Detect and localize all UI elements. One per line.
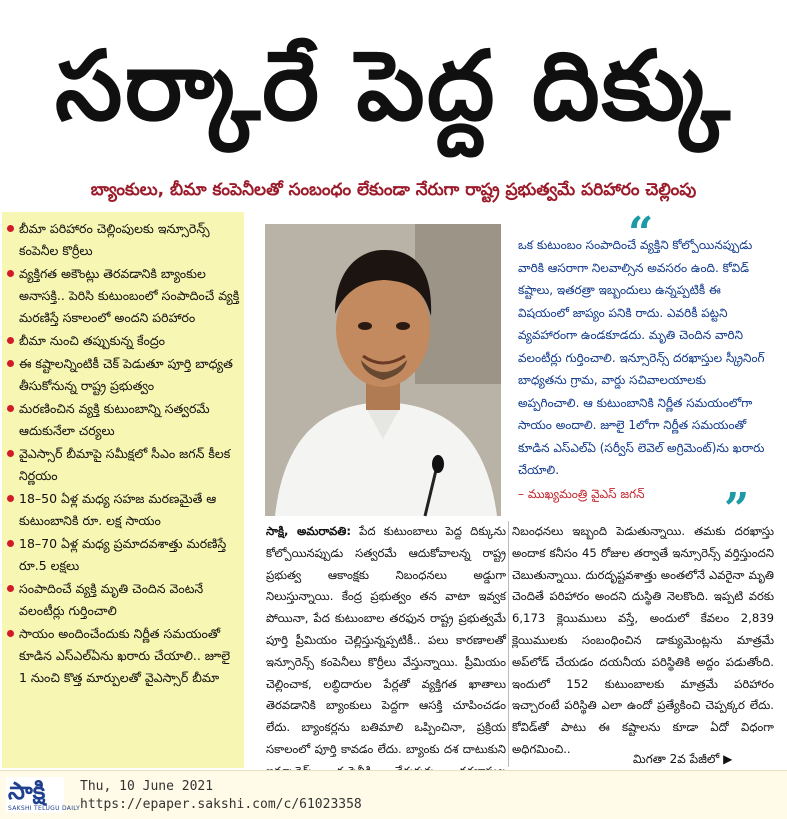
- edition-date: Thu, 10 June 2021: [80, 779, 214, 794]
- column-divider: [508, 521, 509, 767]
- logo-text: సాక్షి: [8, 777, 46, 805]
- quote-attribution: – ముఖ్యమంత్రి వైఎస్ జగన్: [518, 486, 645, 501]
- headline: సర్కారే పెద్ద దిక్కు: [55, 30, 732, 142]
- list-item: వ్యక్తిగత అకౌంట్లు తెరవడానికి బ్యాంకుల అనాసక్తి.. పెరిసి కుటుంబంలో సంపాదించే వ్యక్తి మరణిస్తే సకాలంలో అందని పరిహారం: [6, 263, 240, 329]
- list-item: 18–70 ఏళ్ల మధ్య ప్రమాదవశాత్తు మరణిస్తే రూ.5 లక్షలు: [6, 533, 240, 577]
- dateline: సాక్షి, అమరావతి:: [266, 524, 351, 538]
- bullet-icon: [7, 225, 14, 232]
- list-item: సాయం అందించేందుకు నిర్ణీత సమయంతో కూడిన ఎస్ఎల్ఏను ఖరారు చేయాలి.. జూలై 1 నుంచి కొత్త మార్పులతో వైఎస్సార్ బీమా: [6, 623, 240, 689]
- quote-close-icon: ”: [724, 484, 750, 535]
- article-column-2: నిబంధనలు ఇబ్బంది పెడుతున్నాయి. తమకు దరఖాస్తు అందాక కనీసం 45 రోజుల తర్వాతే ఇన్సూరెన్స్ వర్తిస్తుందని చెబుతున్నాయి. దురదృష్టవశాత్తు అంతలోనే ఎవరైనా మృతి చెందితే పరిహారం అందని దుస్థితి నెలకొంది. ఇప్పటి వరకు 6,173 క్లెయిములు వస్తే, అందులో కేవలం 2,839 క్లెయిములకు సంబంధించిన డాక్యుమెంట్లను మాత్రమే అప్‌లోడ్ చేయడం దయనీయ పరిస్థితికి అద్దం పడుతోంది. ఇందులో 152 కుటుంబాలకు మాత్రమే పరిహారం ఇచ్చారంటే పరిస్థితి ఎలా ఉందో ప్రత్యేకించి చెప్పక్కర లేదు. కోవిడ్‌తో పాటు ఈ కష్టాలను కూడా ఏదో విధంగా అధిగమించి..: [512, 524, 774, 756]
- bullet-icon: [7, 540, 14, 547]
- quote-text: ఒక కుటుంబం సంపాదించే వ్యక్తిని కోల్పోయినప్పుడు వారికి ఆసరాగా నిలవాల్సిన అవసరం ఉంది. కోవిడ్ కష్టాలు, ఇతరత్రా ఇబ్బందులు ఉన్నప్పటికీ ఈ విషయంలో జాప్యం పనికి రాదు. ఎవరికీ పట్టని వ్యవహారంగా ఉండకూడదు. మృతి చెందిన వారిని వలంటీర్లు గుర్తించాలి. ఇన్సూరెన్స్ దరఖాస్తుల స్క్రీనింగ్ బాధ్యతను గ్రామ, వార్డు సచివాలయాలకు అప్పగించాలి. ఆ కుటుంబానికి నిర్ణీత సమయంలోగా సాయం అందాలి. జూలై 1లోగా నిర్ణీత సమయంతో కూడిన ఎస్ఎల్ఏ (సర్వీస్ లెవెల్ అగ్రిమెంట్)ను ఖరారు చేయాలి.: [518, 238, 765, 477]
- footer: [0, 770, 787, 819]
- list-item: ఈ కష్టాలన్నింటికీ చెక్ పెడుతూ పూర్తి బాధ్యత తీసుకోనున్న రాష్ట్ర ప్రభుత్వం: [6, 353, 240, 397]
- bullet-icon: [7, 630, 14, 637]
- portrait-illustration: [265, 224, 501, 516]
- bullet-icon: [7, 360, 14, 367]
- arrow-right-icon: ▶: [723, 752, 733, 766]
- list-item: బీమా నుంచి తప్పుకున్న కేంద్రం: [6, 330, 240, 352]
- epaper-link[interactable]: https://epaper.sakshi.com/c/61023358: [80, 797, 362, 812]
- article-column-1: [266, 521, 506, 773]
- sakshi-logo: [6, 777, 81, 813]
- list-item: 18–50 ఏళ్ల మధ్య సహజ మరణమైతే ఆ కుటుంబానికి రూ. లక్ష సాయం: [6, 488, 240, 532]
- bullet-icon: [7, 270, 14, 277]
- quote-box: [506, 208, 778, 535]
- list-item: మరణించిన వ్యక్తి కుటుంబాన్ని సత్వరమే ఆదుకునేలా చర్యలు: [6, 398, 240, 442]
- article-text: పేద కుటుంబాలు పెద్ద దిక్కును కోల్పోయినప్పుడు సత్వరమే ఆదుకోవాలన్న రాష్ట్ర ప్రభుత్వ ఆకాంక్షకు నిబంధనలు అడ్డుగా నిలుస్తున్నాయి. కేంద్ర ప్రభుత్వం తన వాటా ఇవ్వక పోయినా, పేద కుటుంబాల తరఫున రాష్ట్ర ప్రభుత్వమే పూర్తి ప్రీమియం చెల్లిస్తున్నప్పటికీ.. పలు కారణాలతో ఇన్సూరెన్స్ కంపెనీలు కొర్రీలు వేస్తున్నాయి. ప్రీమియం చెల్లించాక, లబ్ధిదారుల పేర్లతో వ్యక్తిగత ఖాతాలు తెరవడానికి బ్యాంకులు పెద్దగా ఆసక్తి చూపించడం లేదు. బ్యాంకర్లను బతిమాలి ఒప్పించినా, ప్రక్రియ సకాలంలో పూర్తి కావడం లేదు. బ్యాంకు దశ దాటుకుని: [266, 524, 506, 756]
- continued-on: మిగతా 2వ పేజీలో ▶: [633, 752, 733, 766]
- chief-minister-photo: [265, 224, 501, 516]
- bullet-icon: [7, 450, 14, 457]
- list-item: వైఎస్సార్ బీమాపై సమీక్షలో సీఎం జగన్ కీలక నిర్ణయం: [6, 443, 240, 487]
- bullet-icon: [7, 405, 14, 412]
- highlights-box: [2, 212, 244, 768]
- bullet-icon: [7, 495, 14, 502]
- subheadline: బ్యాంకులు, బీమా కంపెనీలతో సంబంధం లేకుండా నేరుగా రాష్ట్ర ప్రభుత్వమే పరిహారం చెల్లింపు: [90, 180, 697, 200]
- list-item: సంపాదించే వ్యక్తి మృతి చెందిన వెంటనే వలంటీర్లు గుర్తించాలి: [6, 578, 240, 622]
- quote-open-icon: “: [628, 208, 654, 259]
- list-item: బీమా పరిహారం చెల్లింపులకు ఇన్సూరెన్స్ కంపెనీల కొర్రీలు: [6, 218, 240, 262]
- bullet-icon: [7, 585, 14, 592]
- logo-tagline: SAKSHI TELUGU DAILY: [8, 805, 81, 812]
- bullet-icon: [7, 337, 14, 344]
